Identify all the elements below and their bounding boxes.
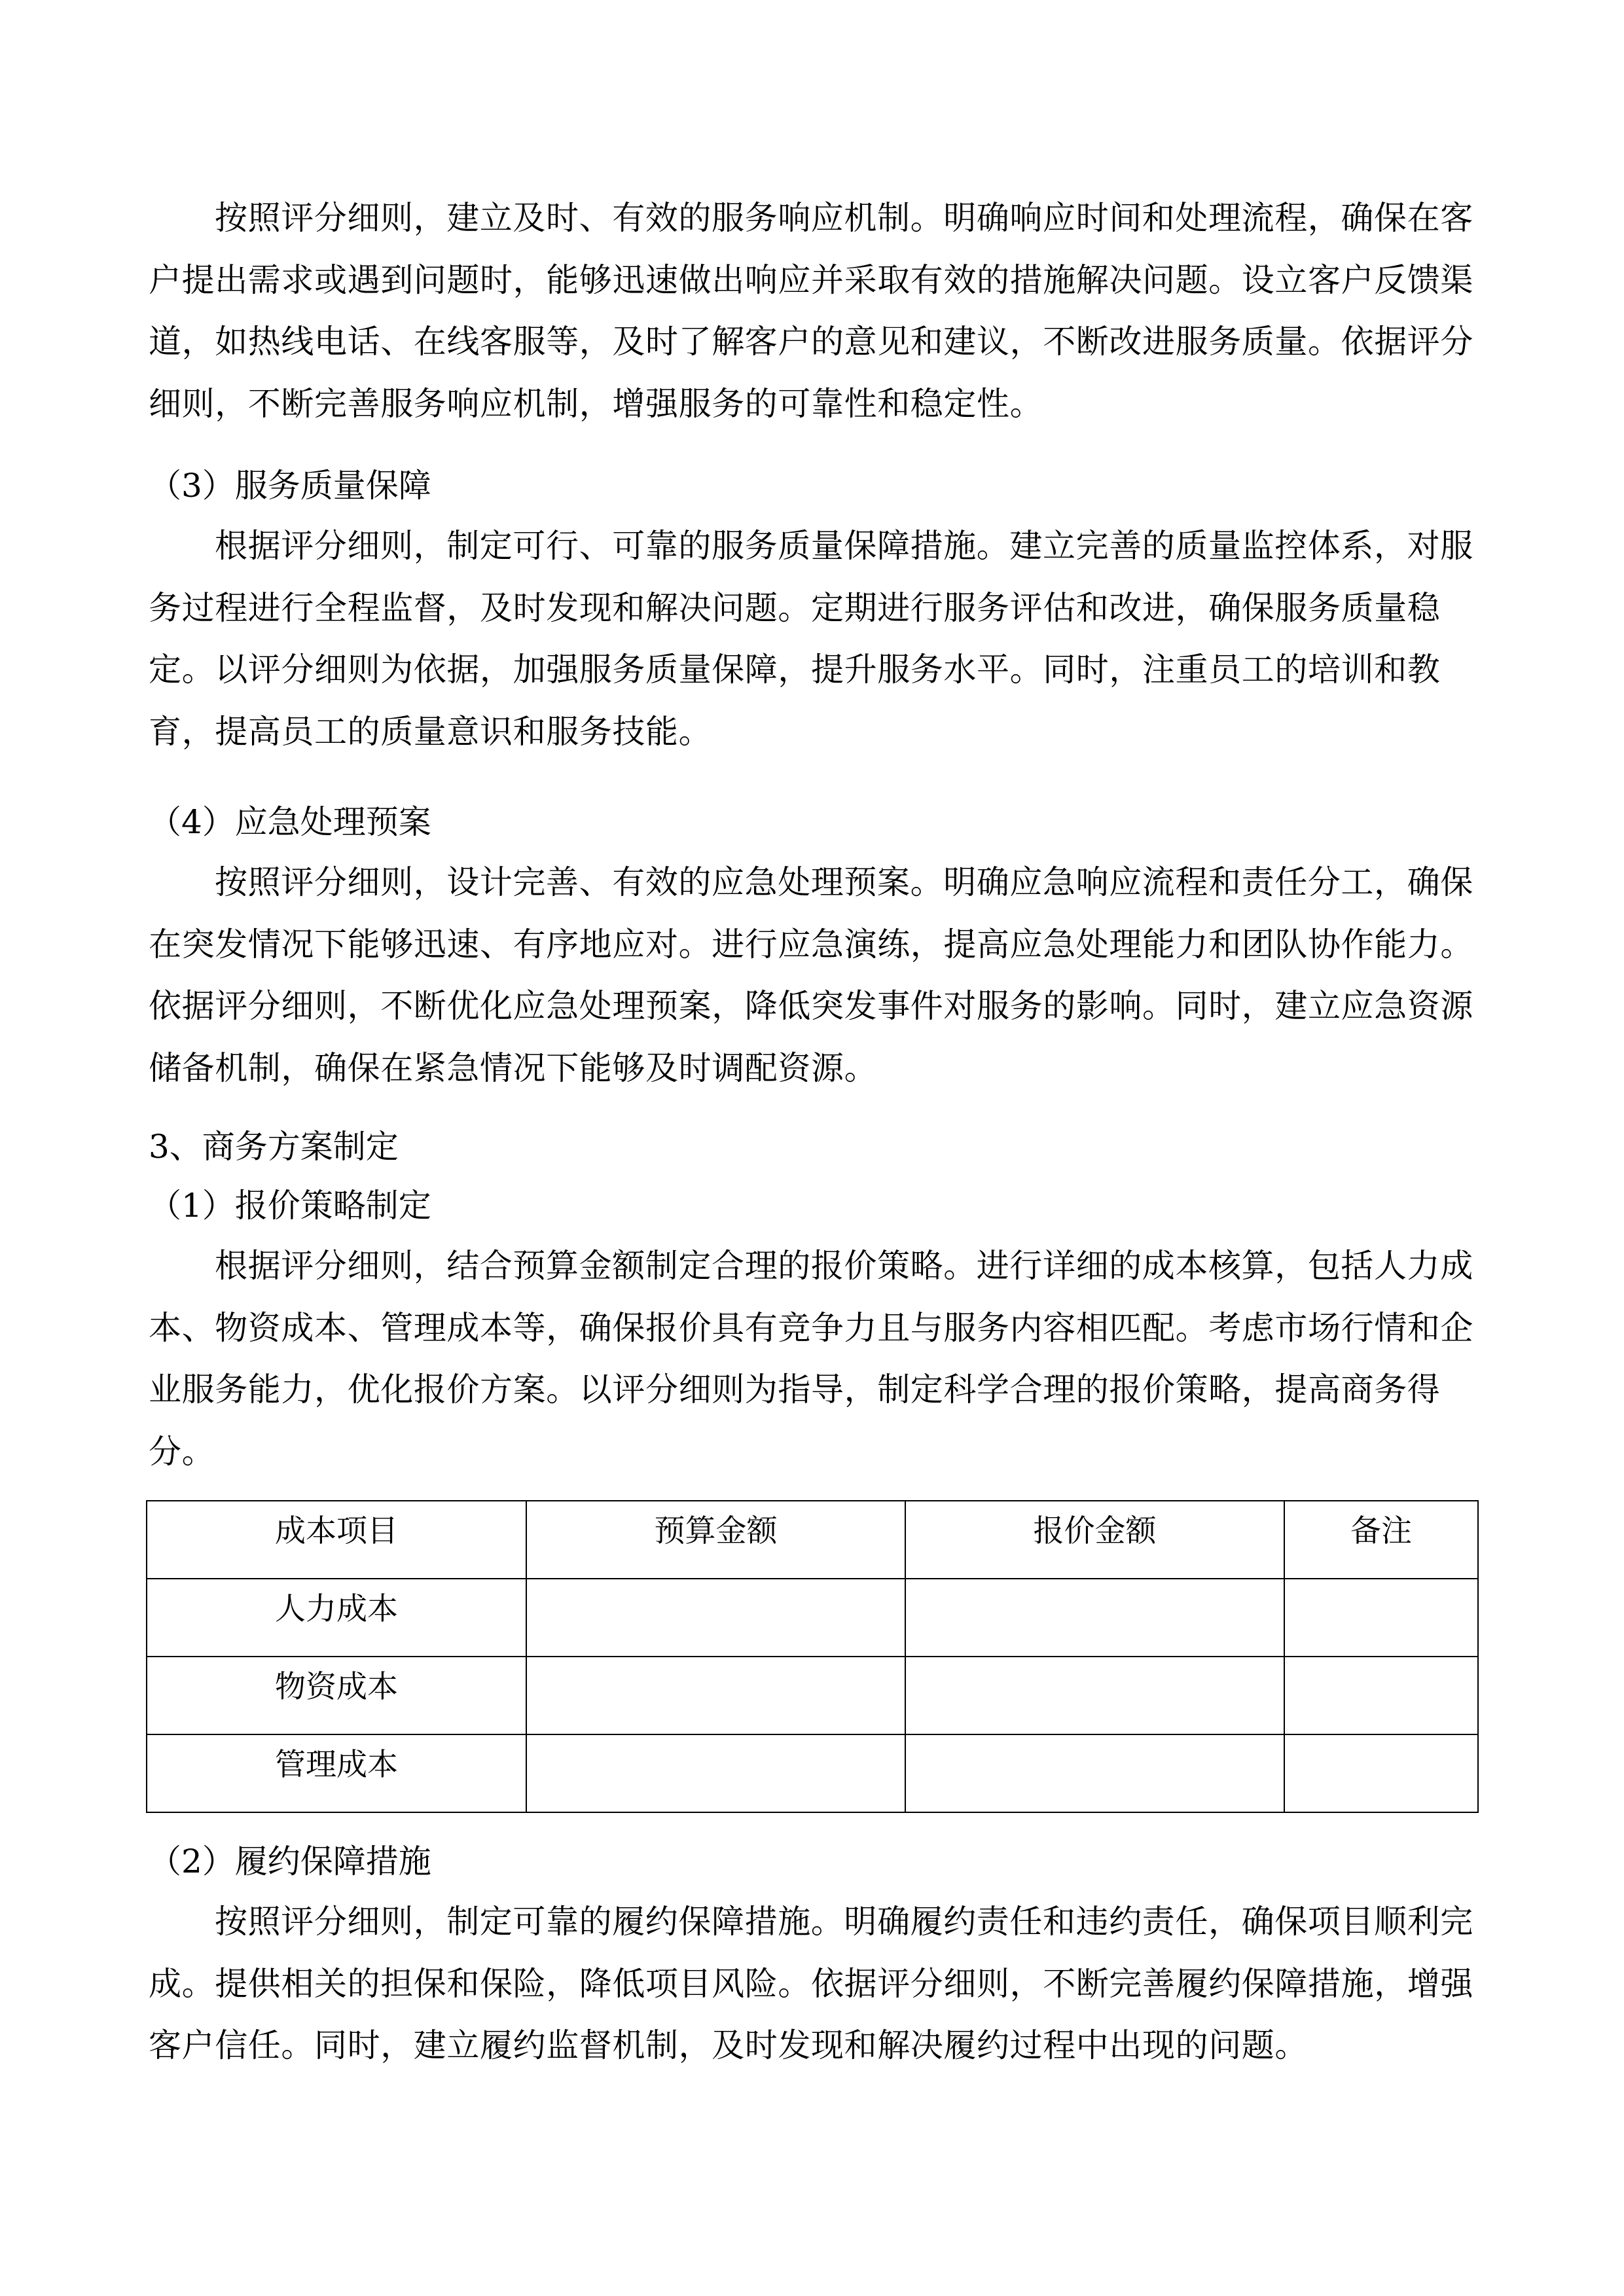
cell-cost-item: 物资成本 xyxy=(147,1657,526,1734)
paragraph-line: 在突发情况下能够迅速、有序地应对。进行应急演练，提高应急处理能力和团队协作能力。 xyxy=(149,925,1473,963)
paragraph-line: 本、物资成本、管理成本等，确保报价具有竞争力且与服务内容相匹配。考虑市场行情和企 xyxy=(149,1308,1473,1347)
paragraph-line: 务过程进行全程监督，及时发现和解决问题。定期进行服务评估和改进，确保服务质量稳 xyxy=(149,588,1441,627)
cost-table xyxy=(146,1500,1479,1813)
section-quality-assurance xyxy=(149,456,1477,762)
header-quote-amount: 报价金额 xyxy=(905,1501,1284,1579)
header-budget-amount: 预算金额 xyxy=(526,1501,905,1579)
paragraph-line: 按照评分细则，建立及时、有效的服务响应机制。明确响应时间和处理流程，确保在客 xyxy=(215,199,1473,237)
cell-quote-amount[interactable] xyxy=(905,1734,1284,1812)
cell-remarks[interactable] xyxy=(1284,1579,1478,1657)
cell-cost-item: 管理成本 xyxy=(147,1734,526,1812)
paragraph-line: 依据评分细则，不断优化应急处理预案，降低突发事件对服务的影响。同时，建立应急资源 xyxy=(149,987,1473,1025)
paragraph-line: 道，如热线电话、在线客服等，及时了解客户的意见和建议，不断改进服务质量。依据评分 xyxy=(149,323,1473,361)
header-cost-item: 成本项目 xyxy=(147,1501,526,1579)
cell-budget-amount[interactable] xyxy=(526,1657,905,1734)
cell-remarks[interactable] xyxy=(1284,1657,1478,1734)
subheading-pricing-strategy: （1）报价策略制定 xyxy=(149,1187,431,1225)
section-heading-business-plan: 3、商务方案制定 xyxy=(149,1128,399,1166)
cell-quote-amount[interactable] xyxy=(905,1579,1284,1657)
table-row xyxy=(147,1657,1478,1734)
paragraph-line: 细则，不断完善服务响应机制，增强服务的可靠性和稳定性。 xyxy=(149,384,1043,423)
section-performance-guarantee xyxy=(149,1832,1477,2077)
table-row xyxy=(147,1734,1478,1812)
cell-budget-amount[interactable] xyxy=(526,1579,905,1657)
paragraph-line: 按照评分细则，设计完善、有效的应急处理预案。明确应急响应流程和责任分工，确保 xyxy=(215,863,1473,901)
paragraph-line: 储备机制，确保在紧急情况下能够及时调配资源。 xyxy=(149,1049,878,1087)
cell-budget-amount[interactable] xyxy=(526,1734,905,1812)
paragraph-line: 业服务能力，优化报价方案。以评分细则为指导，制定科学合理的报价策略，提高商务得 xyxy=(149,1371,1441,1408)
section-business-plan xyxy=(149,1117,1477,1482)
cell-quote-amount[interactable] xyxy=(905,1657,1284,1734)
paragraph-line: 户提出需求或遇到问题时，能够迅速做出响应并采取有效的措施解决问题。设立客户反馈渠 xyxy=(149,260,1473,299)
paragraph-line: 按照评分细则，制定可靠的履约保障措施。明确履约责任和违约责任，确保项目顺利完 xyxy=(215,1903,1473,1941)
paragraph-line: 根据评分细则，结合预算金额制定合理的报价策略。进行详细的成本核算，包括人力成 xyxy=(215,1247,1473,1285)
subheading-performance-guarantee: （2）履约保障措施 xyxy=(149,1842,431,1880)
paragraph-service-response xyxy=(149,187,1477,435)
subheading-quality-assurance: （3）服务质量保障 xyxy=(149,467,431,505)
cell-cost-item: 人力成本 xyxy=(147,1579,526,1657)
header-remarks: 备注 xyxy=(1284,1501,1478,1579)
cell-remarks[interactable] xyxy=(1284,1734,1478,1812)
paragraph-line: 育，提高员工的质量意识和服务技能。 xyxy=(149,712,712,751)
section-emergency-plan xyxy=(149,793,1477,1099)
table-row xyxy=(147,1579,1478,1657)
subheading-emergency-plan: （4）应急处理预案 xyxy=(149,803,431,841)
paragraph-line: 定。以评分细则为依据，加强服务质量保障，提升服务水平。同时，注重员工的培训和教 xyxy=(149,651,1441,689)
table-header-row xyxy=(147,1501,1478,1579)
paragraph-line: 成。提供相关的担保和保险，降低项目风险。依据评分细则，不断完善履约保障措施，增强 xyxy=(149,1964,1473,2003)
paragraph-line: 客户信任。同时，建立履约监督机制，及时发现和解决履约过程中出现的问题。 xyxy=(149,2026,1308,2064)
paragraph-line: 分。 xyxy=(149,1432,215,1471)
paragraph-line: 根据评分细则，制定可行、可靠的服务质量保障措施。建立完善的质量监控体系，对服 xyxy=(215,527,1473,565)
